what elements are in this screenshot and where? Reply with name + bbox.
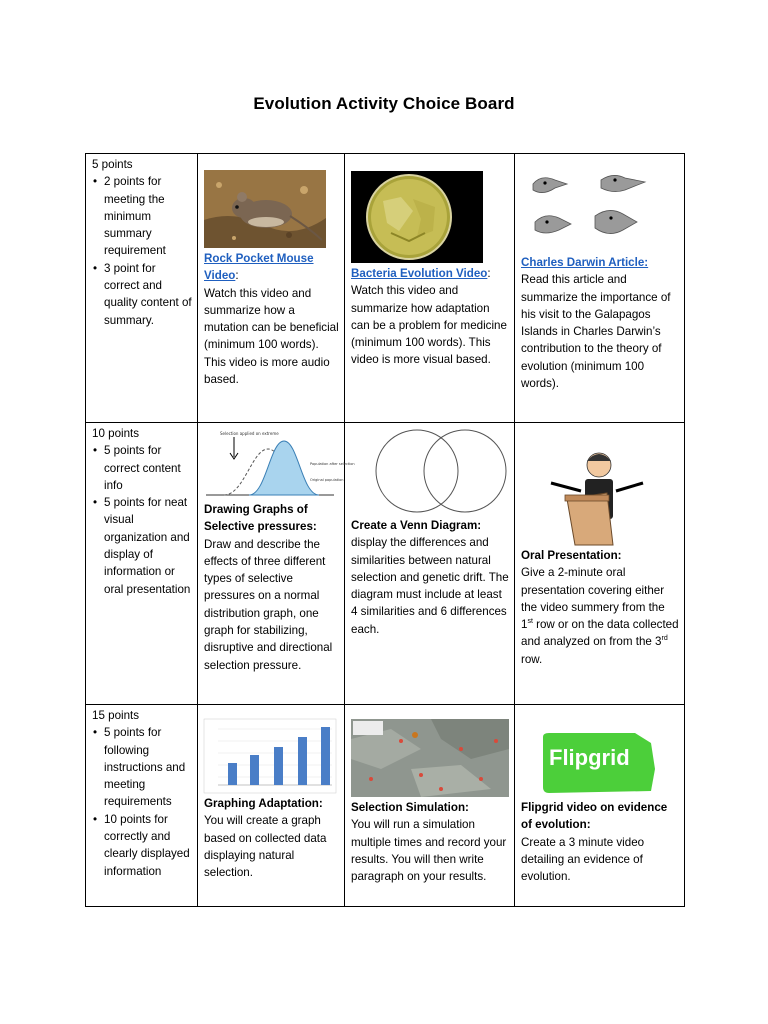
points-label: 10 points: [92, 427, 140, 440]
activity-cell: [345, 705, 515, 907]
activity-description: Read this article and summarize the importance of his visit to the Galapagos Islands in Charles Darwin’s contribution to the theory of evolution (minimum 100 words).: [521, 273, 671, 391]
table-row: [86, 154, 685, 423]
bacteria-evolution-video-link[interactable]: Bacteria Evolution Video: [351, 267, 488, 280]
activity-cell: [198, 705, 345, 907]
criteria-item: • 3 point for correct and quality content of summary.: [104, 260, 192, 329]
speaker-at-podium-icon: [521, 445, 671, 545]
activity-cell: [198, 154, 345, 423]
activity-description: display the differences and similarities between natural selection and genetic drift. The diagram must include at least 4 similarities and 6 differences each.: [351, 536, 509, 636]
choice-board-table: [85, 153, 685, 907]
activity-cell: [345, 154, 515, 423]
activity-cell: [198, 423, 355, 705]
criteria-item: • 5 points for correct content info: [104, 442, 192, 494]
activity-description: Watch this video and summarize how a mutation can be beneficial (minimum 100 words). This video is more audio based.: [204, 286, 339, 387]
activity-heading: Drawing Graphs of Selective pressures:: [204, 503, 317, 534]
criteria-list: [92, 724, 192, 880]
activity-heading: Create a Venn Diagram:: [351, 519, 482, 532]
activity-description: You will create a graph based on collected data displaying natural selection.: [204, 814, 327, 880]
criteria-list: [92, 173, 192, 329]
activity-heading: Selection Simulation:: [351, 801, 469, 814]
graph-after-label: Population after selection: [310, 462, 355, 466]
link-suffix: :: [235, 269, 239, 283]
venn-diagram-icon: [365, 427, 515, 515]
table-row: [86, 423, 685, 705]
table-row: [86, 705, 685, 907]
criteria-item: • 5 points for following instructions and meeting requirements: [104, 724, 192, 810]
mouse-photo-icon: [204, 170, 326, 248]
flipgrid-logo-text: Flipgrid: [549, 745, 630, 770]
points-cell: [86, 705, 198, 907]
activity-description: You will run a simulation multiple times and record your results. You will then write paragraph on your results.: [351, 818, 507, 884]
activity-cell: [345, 423, 515, 705]
points-cell: [86, 423, 198, 705]
criteria-item: • 2 points for meeting the minimum summary requirement: [104, 173, 192, 259]
criteria-item: • 10 points for correctly and clearly displayed information: [104, 811, 192, 880]
bar-graph-icon: [204, 719, 336, 793]
activity-heading: Flipgrid video on evidence of evolution:: [521, 801, 668, 832]
rock-pocket-mouse-video-link[interactable]: Rock Pocket Mouse Video: [204, 252, 314, 283]
graph-original-label: Original population: [310, 478, 344, 482]
page-title: Evolution Activity Choice Board: [253, 94, 515, 113]
activity-description: Create a 3 minute video detailing an evidence of evolution.: [521, 835, 645, 884]
link-suffix: :: [487, 267, 491, 280]
activity-description: Watch this video and summarize how adaptation can be a problem for medicine (minimum 100 words). This video is more visual based.: [351, 284, 507, 367]
activity-description: Give a 2-minute oral presentation covering either the video summery from the 1st row or on the data collected and analyzed on from the 3rd row.: [521, 566, 679, 666]
points-cell: [86, 154, 198, 423]
flipgrid-logo-icon: [539, 729, 663, 797]
simulation-screenshot-icon: [351, 719, 509, 797]
graph-arrow-label: Selection applied on extreme: [220, 431, 279, 436]
charles-darwin-article-link[interactable]: Charles Darwin Article:: [521, 256, 649, 269]
selection-curve-graph-icon: [204, 429, 355, 499]
activity-cell: [515, 423, 685, 705]
criteria-list: [92, 442, 192, 598]
points-label: 15 points: [92, 709, 140, 722]
finch-beaks-illustration-icon: [521, 172, 651, 252]
activity-heading: Oral Presentation:: [521, 549, 622, 562]
activity-description: Draw and describe the effects of three different types of selective pressures on a normal distribution graph, one graph for stabilizing, disruptive and directional selection pressure.: [204, 537, 333, 672]
petri-dish-photo-icon: [351, 171, 483, 263]
points-label: 5 points: [92, 158, 133, 171]
criteria-item: • 5 points for neat visual organization and display of information or oral presentation: [104, 494, 192, 598]
activity-cell: [515, 154, 685, 423]
activity-heading: Graphing Adaptation:: [204, 797, 323, 810]
activity-cell: [515, 705, 685, 907]
